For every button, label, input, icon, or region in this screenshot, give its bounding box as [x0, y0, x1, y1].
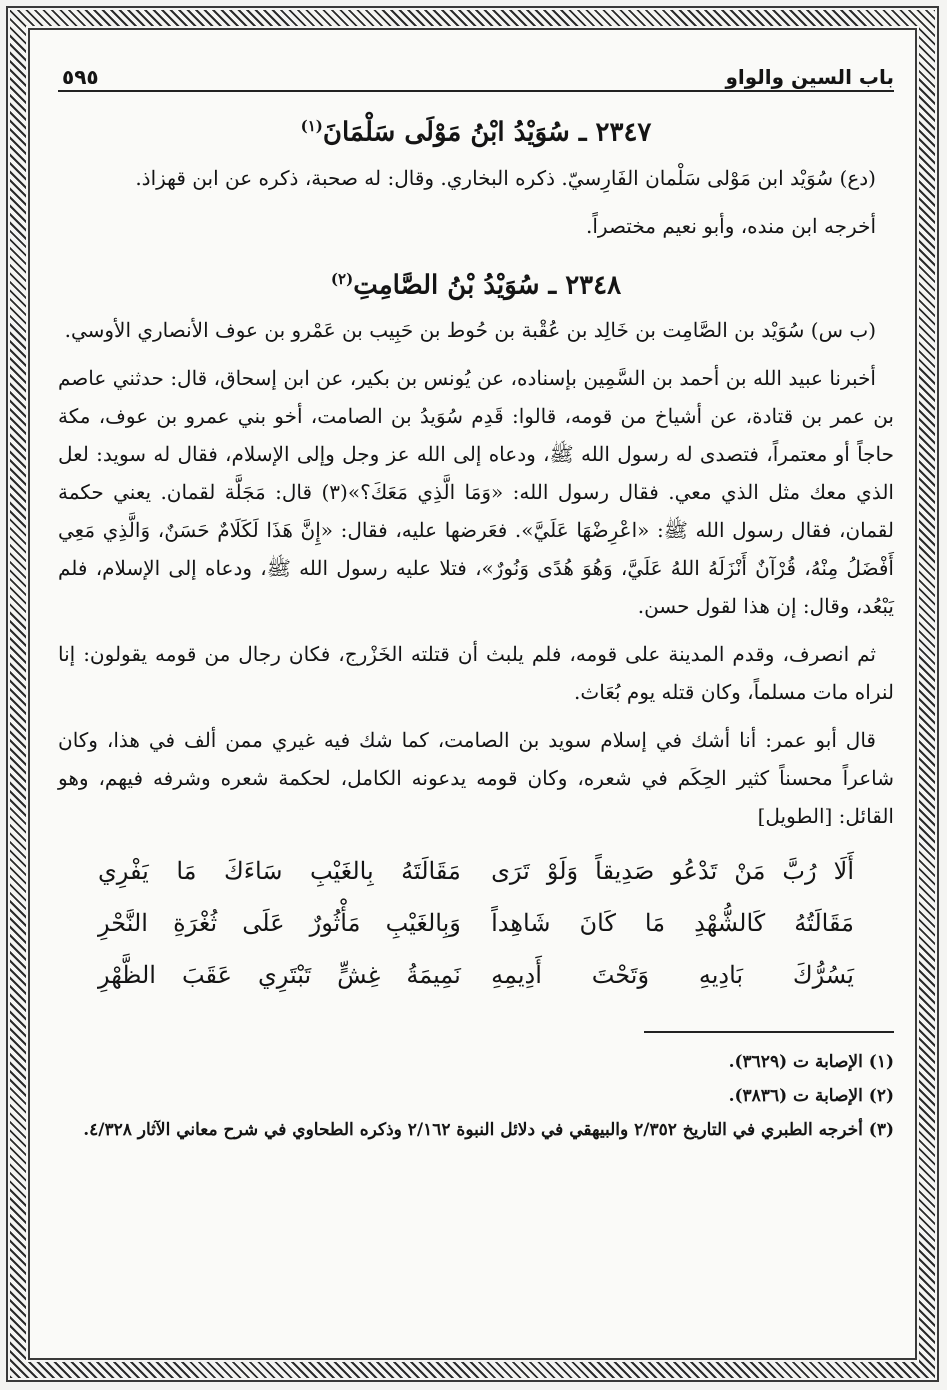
- entry-title-2347: [58, 104, 894, 155]
- page-number: ٥٩٥: [62, 65, 99, 89]
- poem-hemistich: مَقَالَتُهُ كَالشُّهْدِ مَا كَانَ شَاهِداً: [491, 909, 854, 938]
- entry-paragraph: أخرجه ابن منده، وأبو نعيم مختصراً.: [586, 213, 876, 238]
- poem-verse: [98, 897, 854, 949]
- footnote-divider: [644, 1031, 894, 1033]
- poem-hemistich: نَمِيمَةُ غِشٍّ تَبْتَرِي عَقَبَ الظَّهْرِ: [98, 961, 461, 990]
- entry-paragraph: ثم انصرف، وقدم المدينة على قومه، فلم يلبث أن قتلته الخَزْرج، فكان رجال من قومه يقولون: إنا لنراه مات مسلماً، وكان قتله يوم بُعَاث.: [58, 642, 894, 705]
- footnote: (٢) الإصابة ت (٣٨٣٦).: [728, 1086, 894, 1107]
- poem-verse: [98, 949, 854, 1001]
- footnote: (١) الإصابة ت (٣٦٢٩).: [728, 1052, 894, 1073]
- entry-title-text: ٢٣٤٨ ـ سُوَيْدُ بْنُ الصَّامِتِ: [353, 270, 622, 301]
- poem-hemistich: يَسُرُّكَ بَادِيهِ وَتَحْتَ أَدِيمِهِ: [491, 961, 854, 990]
- entry-paragraph: أخبرنا عبيد الله بن أحمد بن السَّمِين بإسناده، عن يُونس بن بكير، عن ابن إسحاق، قال: حدثني عاصم بن عمر بن قتادة، عن أشياخ من قومه، قالوا: قَدِم سُوَيدُ بن الصامت، أخو بني عمرو بن عوف، مكة حاجاً أو معتمراً، فتصدى له رسول الله ﷺ، ودعاه إلى الله عز وجل وإلى الإسلام، فقال له سويد: لعل الذي معك مثل الذي معي. فقال رسول الله: «وَمَا الَّذِي مَعَكَ؟»(٣) قال: مَجَلَّة لقمان. يعني حكمة لقمان، فقال رسول الله ﷺ: «اعْرِضْهَا عَلَيَّ». فعَرضها عليه، فقال: «إِنَّ هَذَا لَكَلَامٌ حَسَنٌ، وَالَّذِي مَعِي أَفْضَلُ مِنْهُ، قُرْآنٌ أَنْزَلَهُ اللهُ عَلَيَّ، وَهُوَ هُدًى وَنُورٌ»، فتلا عليه رسول الله ﷺ، ودعاه إلى الإسلام، فلم يَبْعُد، وقال: إن هذا لقول حسن.: [58, 366, 894, 619]
- entry-paragraph: (ب س) سُوَيْد بن الصَّامِت بن خَالِد بن عُقْبة بن حُوط بن حَبِيب بن عَمْرو بن عوف الأنصاري الأوسي.: [64, 318, 876, 343]
- poem-hemistich: وَبِالغَيْبِ مَأْثُورٌ عَلَى ثُغْرَةِ النَّحْرِ: [98, 909, 461, 938]
- entry-title-2348: [58, 257, 894, 308]
- entry-paragraph: (دع) سُوَيْد ابن مَوْلى سَلْمان الفَارِسيّ. ذكره البخاري. وقال: له صحبة، ذكره عن ابن قهزاذ.: [135, 165, 876, 190]
- footnote-ref: (٢): [330, 269, 354, 288]
- poem-hemistich: مَقَالَتَهُ بِالغَيْبِ سَاءَكَ مَا يَفْرِي: [98, 857, 461, 886]
- poem-hemistich: أَلَا رُبَّ مَنْ تَدْعُو صَدِيقاً وَلَوْ تَرَى: [491, 857, 854, 886]
- book-page: [58, 52, 894, 1352]
- entry-title-text: ٢٣٤٧ ـ سُوَيْدُ ابْنُ مَوْلَى سَلْمَانَ: [322, 117, 652, 148]
- running-head-title: باب السين والواو: [725, 65, 894, 89]
- poem: [98, 845, 854, 1001]
- entry-paragraph: قال أبو عمر: أنا أشك في إسلام سويد بن الصامت، كما شك فيه غيري ممن ألف في هذا، وكان شاعراً محسناً كثير الحِكَم في شعره، وكان قومه يدعونه الكامل، لحكمة شعره وشرفه فيهم، وهو القائل: [الطويل]: [58, 728, 894, 829]
- footnote: (٣) أخرجه الطبري في التاريخ ٢/٣٥٢ والبيهقي في دلائل النبوة ٢/١٦٢ وذكره الطحاوي في شرح معاني الآثار ٤/٣٢٨.: [83, 1120, 894, 1141]
- footnote-ref: (١): [300, 117, 323, 135]
- footnotes: [58, 1047, 894, 1145]
- poem-verse: [98, 845, 854, 897]
- running-head: [58, 52, 894, 92]
